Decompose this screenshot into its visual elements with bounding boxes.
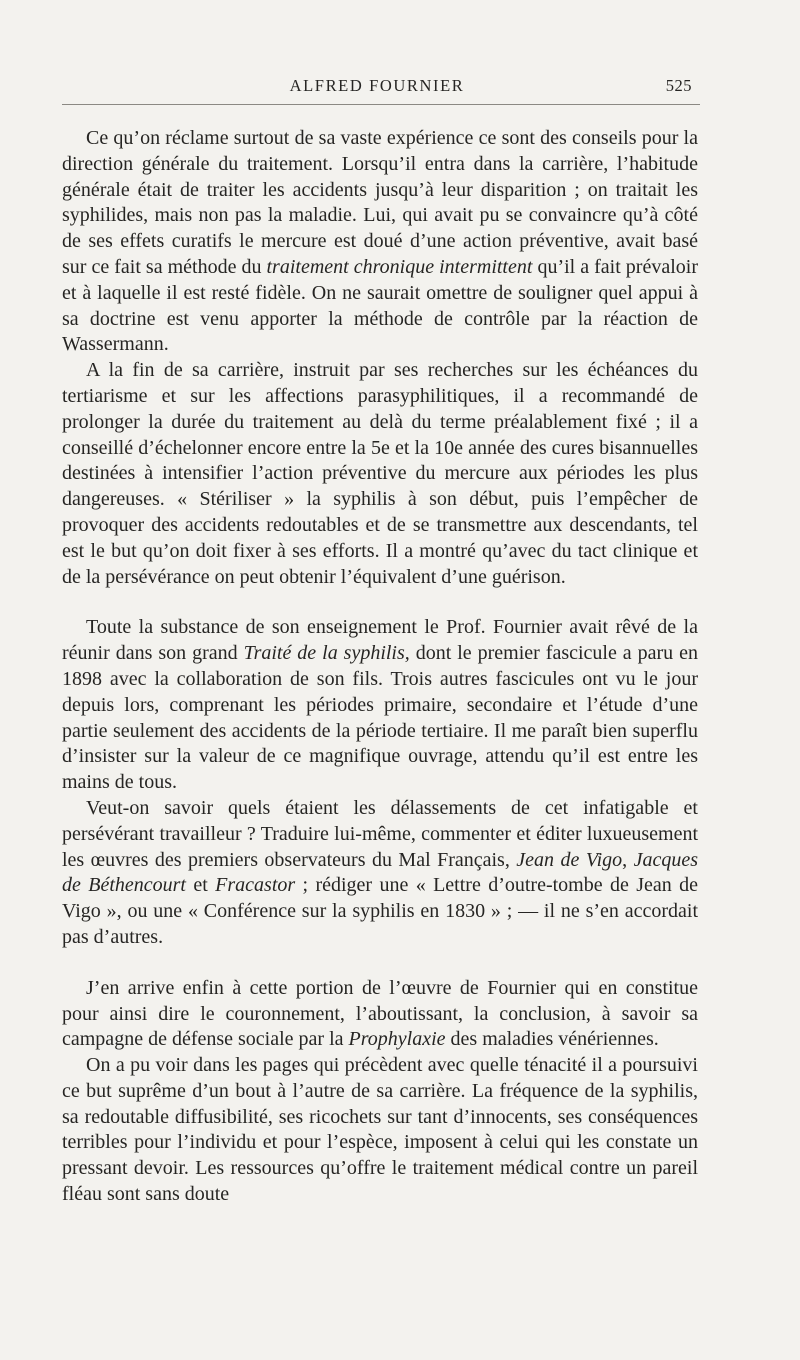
italic-run: Jean de Vigo bbox=[516, 848, 623, 871]
text-run: Ce qu’on réclame surtout de sa vaste expérience ce sont des conseils pour la direction générale du traitement. Lorsqu’il entra dans la carrière, l’habitude générale était de traiter les accidents jusqu’à leur disparition ; on traitait les syphilides, mais non pas la maladie. Lui, qui avait pu se convaincre qu’à côté de ses effets curatifs le mercure est doué d’une action préventive, avait basé sur ce fait sa méthode du bbox=[62, 127, 698, 278]
text-run: J’en arrive enfin à cette portion de l’œuvre de Fournier qui en constitue pour ainsi dire le couronnement, l’aboutissant, la conclusion, à savoir sa campagne de défense sociale par la bbox=[62, 976, 698, 1051]
text-run: , bbox=[622, 848, 634, 871]
paragraph bbox=[62, 615, 698, 796]
italic-run: Jacques de Béthencourt bbox=[62, 848, 699, 897]
text-run: qu’il a fait prévaloir et à laquelle il est resté fidèle. On ne saurait omettre de souligner quel appui à sa doctrine est venu apporter la méthode de contrôle par la réaction de Wassermann. bbox=[62, 255, 698, 356]
text-run: Toute la substance de son enseignement le Prof. Fournier avait rêvé de la réunir dans son grand bbox=[62, 616, 698, 665]
text-run: A la fin de sa carrière, instruit par ses recherches sur les échéances du tertiarisme et sur les affections parasyphilitiques, il a recommandé de prolonger la durée du traitement au delà du terme préalablement fixé ; il a conseillé d’échelonner encore entre la 5e et la 10e année des cures bisannuelles destinées à intensifier l’action préventive du mercure aux périodes les plus dangereuses. « Stériliser » la syphilis à son début, puis l’empêcher de provoquer des accidents redoutables et de se transmettre aux descendants, tel est le but qu’on doit fixer à ses efforts. Il a montré qu’avec du tact clinique et de la persévérance on peut obtenir l’équivalent d’une guérison. bbox=[62, 359, 698, 588]
italic-run: Traité de la syphilis, bbox=[243, 642, 410, 665]
running-head bbox=[62, 76, 692, 100]
text-run: et bbox=[186, 874, 216, 897]
paragraph bbox=[62, 126, 698, 358]
paragraph bbox=[62, 976, 698, 1053]
paragraph bbox=[62, 1053, 698, 1208]
header-rule bbox=[62, 104, 700, 105]
italic-run: Fracastor bbox=[215, 874, 296, 897]
paragraph bbox=[62, 796, 698, 951]
running-title: ALFRED FOURNIER bbox=[289, 76, 465, 95]
text-run: On a pu voir dans les pages qui précèdent avec quelle ténacité il a poursuivi ce but suprême d’un bout à l’autre de sa carrière. La fréquence de la syphilis, sa redoutable diffusibilité, ses ricochets sur tant d’innocents, ses conséquences terribles pour l’individu et pour l’espèce, imposent à celui qui les constate un pressant devoir. Les ressources qu’offre le traitement médical contre un pareil fléau sont sans doute bbox=[62, 1054, 698, 1206]
italic-run: Prophylaxie bbox=[348, 1028, 446, 1051]
body-text bbox=[62, 126, 698, 1208]
text-run: dont le premier fascicule a paru en 1898 avec la collaboration de son fils. Trois autres fascicules ont vu le jour depuis lors, comprenant les périodes primaire, secondaire et l’étude d’une partie seulement des accidents de la période tertiaire. Il me paraît bien superflu d’insister sur la valeur de ce magnifique ouvrage, attendu qu’il est entre les mains de tous. bbox=[62, 642, 699, 794]
page-number: 525 bbox=[665, 76, 692, 95]
paragraph bbox=[62, 358, 698, 590]
italic-run: traitement chronique intermittent bbox=[266, 255, 533, 278]
text-run: ; rédiger une « Lettre d’outre-tombe de Jean de Vigo », ou une « Conférence sur la syphilis en 1830 » ; — il ne s’en accordait pas d’autres. bbox=[62, 874, 698, 948]
text-run: Veut-on savoir quels étaient les délassements de cet infatigable et persévérant travailleur ? Traduire lui-même, commenter et éditer luxueusement les œuvres des premiers observateurs du Mal Français, bbox=[62, 796, 698, 871]
text-run: des maladies vénériennes. bbox=[445, 1028, 659, 1051]
